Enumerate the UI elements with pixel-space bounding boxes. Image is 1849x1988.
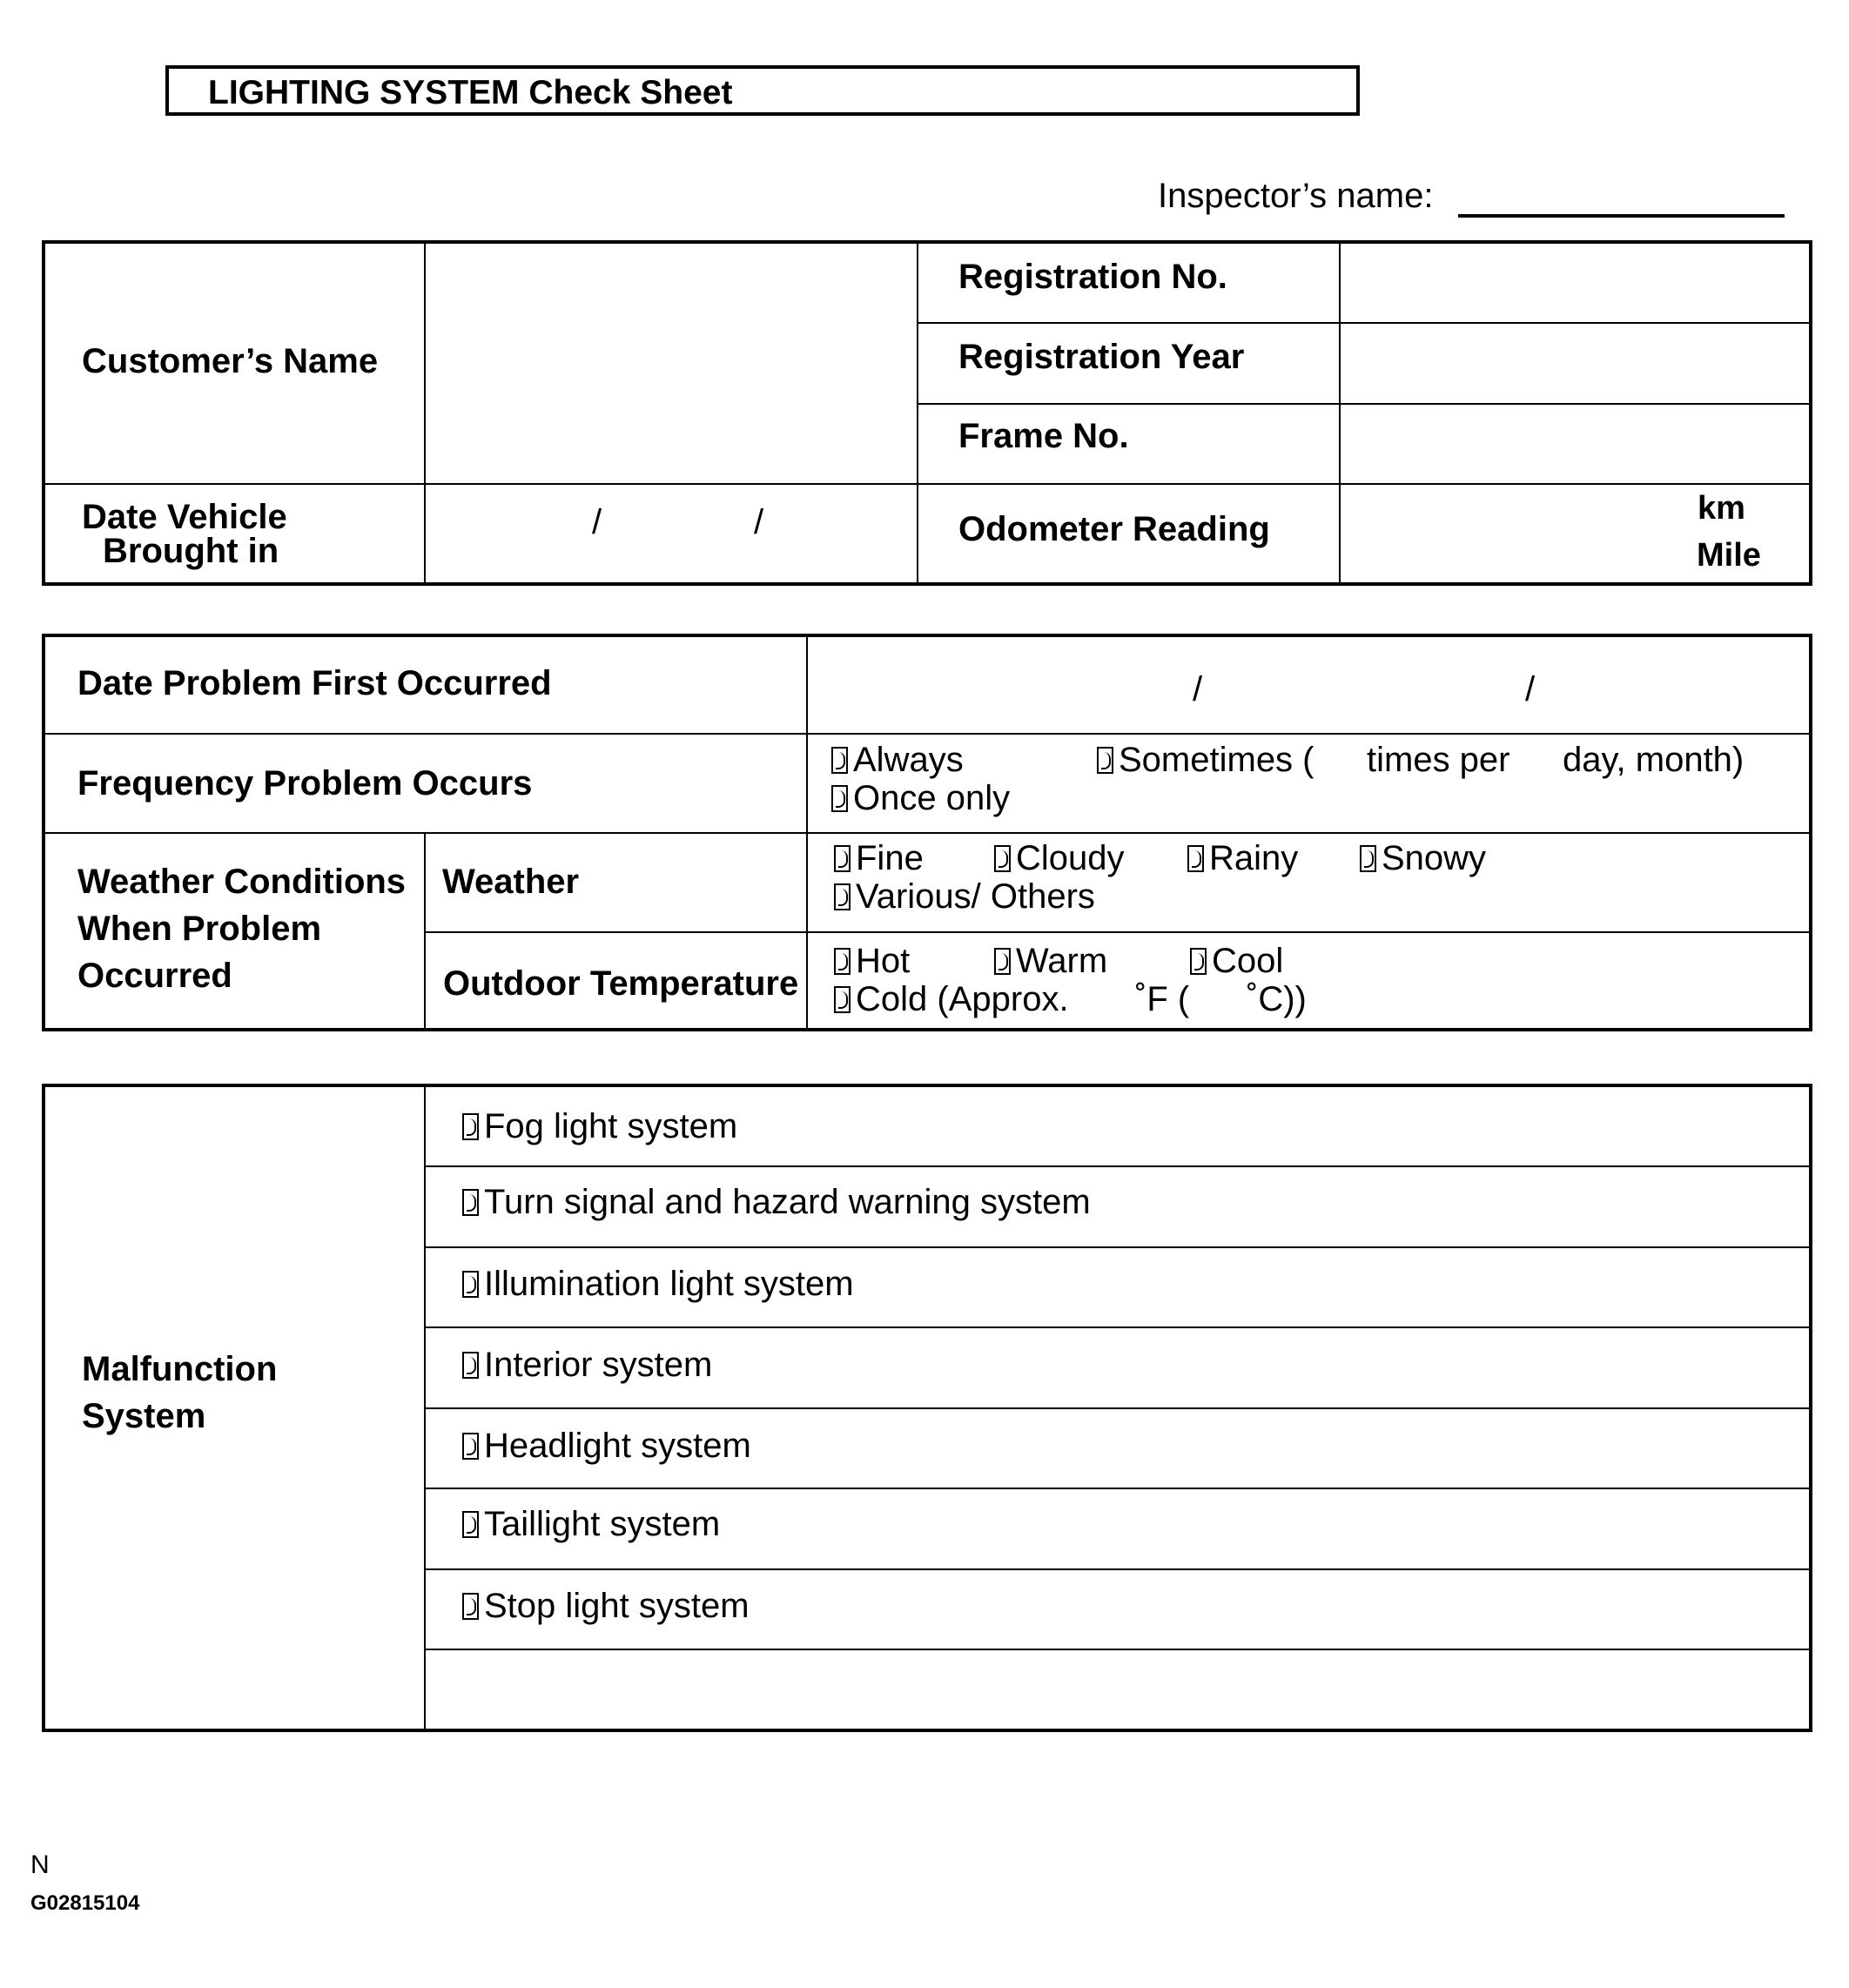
option-hot[interactable]: Hot (834, 944, 910, 978)
registration-year-field[interactable] (1343, 326, 1809, 400)
unit-fahrenheit: ˚F ( (1135, 980, 1190, 1018)
checkbox-icon[interactable] (831, 785, 848, 812)
checkbox-icon[interactable] (831, 747, 848, 774)
frequency-label: Frequency Problem Occurs (77, 764, 533, 803)
title-box (165, 65, 1360, 116)
date-separator: / (1193, 670, 1203, 709)
checkbox-icon[interactable] (834, 883, 851, 910)
customer-name-label: Customer’s Name (82, 342, 379, 380)
date-vehicle-label-line2: Brought in (103, 532, 279, 570)
option-rainy[interactable]: Rainy (1187, 841, 1298, 876)
option-snowy[interactable]: Snowy (1360, 841, 1486, 876)
frame-no-label: Frame No. (958, 417, 1129, 455)
checkbox-icon[interactable] (1190, 948, 1207, 975)
date-vehicle-label-line1: Date Vehicle (82, 498, 287, 536)
checkbox-icon[interactable] (834, 948, 851, 975)
times-per-label: times per (1367, 741, 1510, 779)
malfunction-label-line2: System (82, 1397, 206, 1435)
option-turn-signal-hazard-system[interactable]: Turn signal and hazard warning system (462, 1185, 1091, 1219)
registration-no-label: Registration No. (958, 258, 1227, 296)
checkbox-icon[interactable] (462, 1511, 479, 1538)
checkbox-icon[interactable] (462, 1113, 479, 1140)
option-cool[interactable]: Cool (1190, 944, 1283, 978)
date-first-occurred-field[interactable] (810, 637, 1809, 731)
date-separator: / (592, 503, 602, 541)
date-vehicle-field[interactable] (428, 487, 914, 582)
outdoor-temperature-label: Outdoor Temperature (443, 964, 799, 1003)
option-cloudy[interactable]: Cloudy (994, 841, 1125, 876)
date-separator: / (1525, 670, 1536, 709)
option-cold[interactable]: Cold (Approx. (834, 982, 1069, 1017)
checkbox-icon[interactable] (834, 986, 851, 1013)
weather-group-label-line2: When Problem (77, 910, 322, 948)
figure-code: G02815104 (30, 1891, 140, 1915)
registration-year-label: Registration Year (958, 338, 1245, 376)
unit-celsius: ˚C)) (1247, 980, 1307, 1018)
inspector-name-field[interactable] (1458, 214, 1785, 218)
checkbox-icon[interactable] (994, 845, 1011, 872)
checkbox-icon[interactable] (462, 1593, 479, 1620)
unit-km: km (1698, 490, 1745, 527)
weather-label: Weather (442, 863, 580, 901)
unit-mile: Mile (1697, 537, 1761, 574)
option-illumination-light-system[interactable]: Illumination light system (462, 1266, 854, 1301)
option-fine[interactable]: Fine (834, 841, 924, 876)
option-taillight-system[interactable]: Taillight system (462, 1507, 720, 1541)
checkbox-icon[interactable] (1360, 845, 1376, 872)
option-various-others[interactable]: Various/ Others (834, 879, 1095, 914)
option-sometimes[interactable]: Sometimes ( (1097, 742, 1314, 777)
frame-no-field[interactable] (1343, 406, 1809, 481)
checkbox-icon[interactable] (462, 1189, 479, 1216)
customer-name-field[interactable] (428, 245, 914, 480)
option-warm[interactable]: Warm (994, 944, 1107, 978)
checkbox-icon[interactable] (834, 845, 851, 872)
option-stop-light-system[interactable]: Stop light system (462, 1588, 750, 1623)
option-always[interactable]: Always (831, 742, 964, 777)
date-separator: / (754, 503, 764, 541)
checkbox-icon[interactable] (1097, 747, 1113, 774)
day-month-label: day, month) (1563, 741, 1745, 779)
checkbox-icon[interactable] (1187, 845, 1204, 872)
inspector-name-label: Inspector’s name: (1158, 177, 1434, 215)
page-title: LIGHTING SYSTEM Check Sheet (208, 74, 733, 111)
checkbox-icon[interactable] (462, 1271, 479, 1298)
option-headlight-system[interactable]: Headlight system (462, 1428, 751, 1463)
odometer-label: Odometer Reading (958, 510, 1270, 548)
footer-letter: N (30, 1850, 50, 1879)
malfunction-label-line1: Malfunction (82, 1350, 278, 1388)
registration-no-field[interactable] (1343, 245, 1809, 320)
option-fog-light-system[interactable]: Fog light system (462, 1109, 737, 1144)
date-first-occurred-label: Date Problem First Occurred (77, 664, 552, 702)
checkbox-icon[interactable] (994, 948, 1011, 975)
option-once-only[interactable]: Once only (831, 781, 1010, 816)
weather-group-label-line3: Occurred (77, 957, 232, 995)
option-interior-system[interactable]: Interior system (462, 1347, 712, 1382)
odometer-field[interactable] (1343, 487, 1691, 582)
checkbox-icon[interactable] (462, 1352, 479, 1379)
checkbox-icon[interactable] (462, 1433, 479, 1460)
malfunction-other-field[interactable] (428, 1652, 1809, 1729)
weather-group-label-line1: Weather Conditions (77, 863, 407, 901)
